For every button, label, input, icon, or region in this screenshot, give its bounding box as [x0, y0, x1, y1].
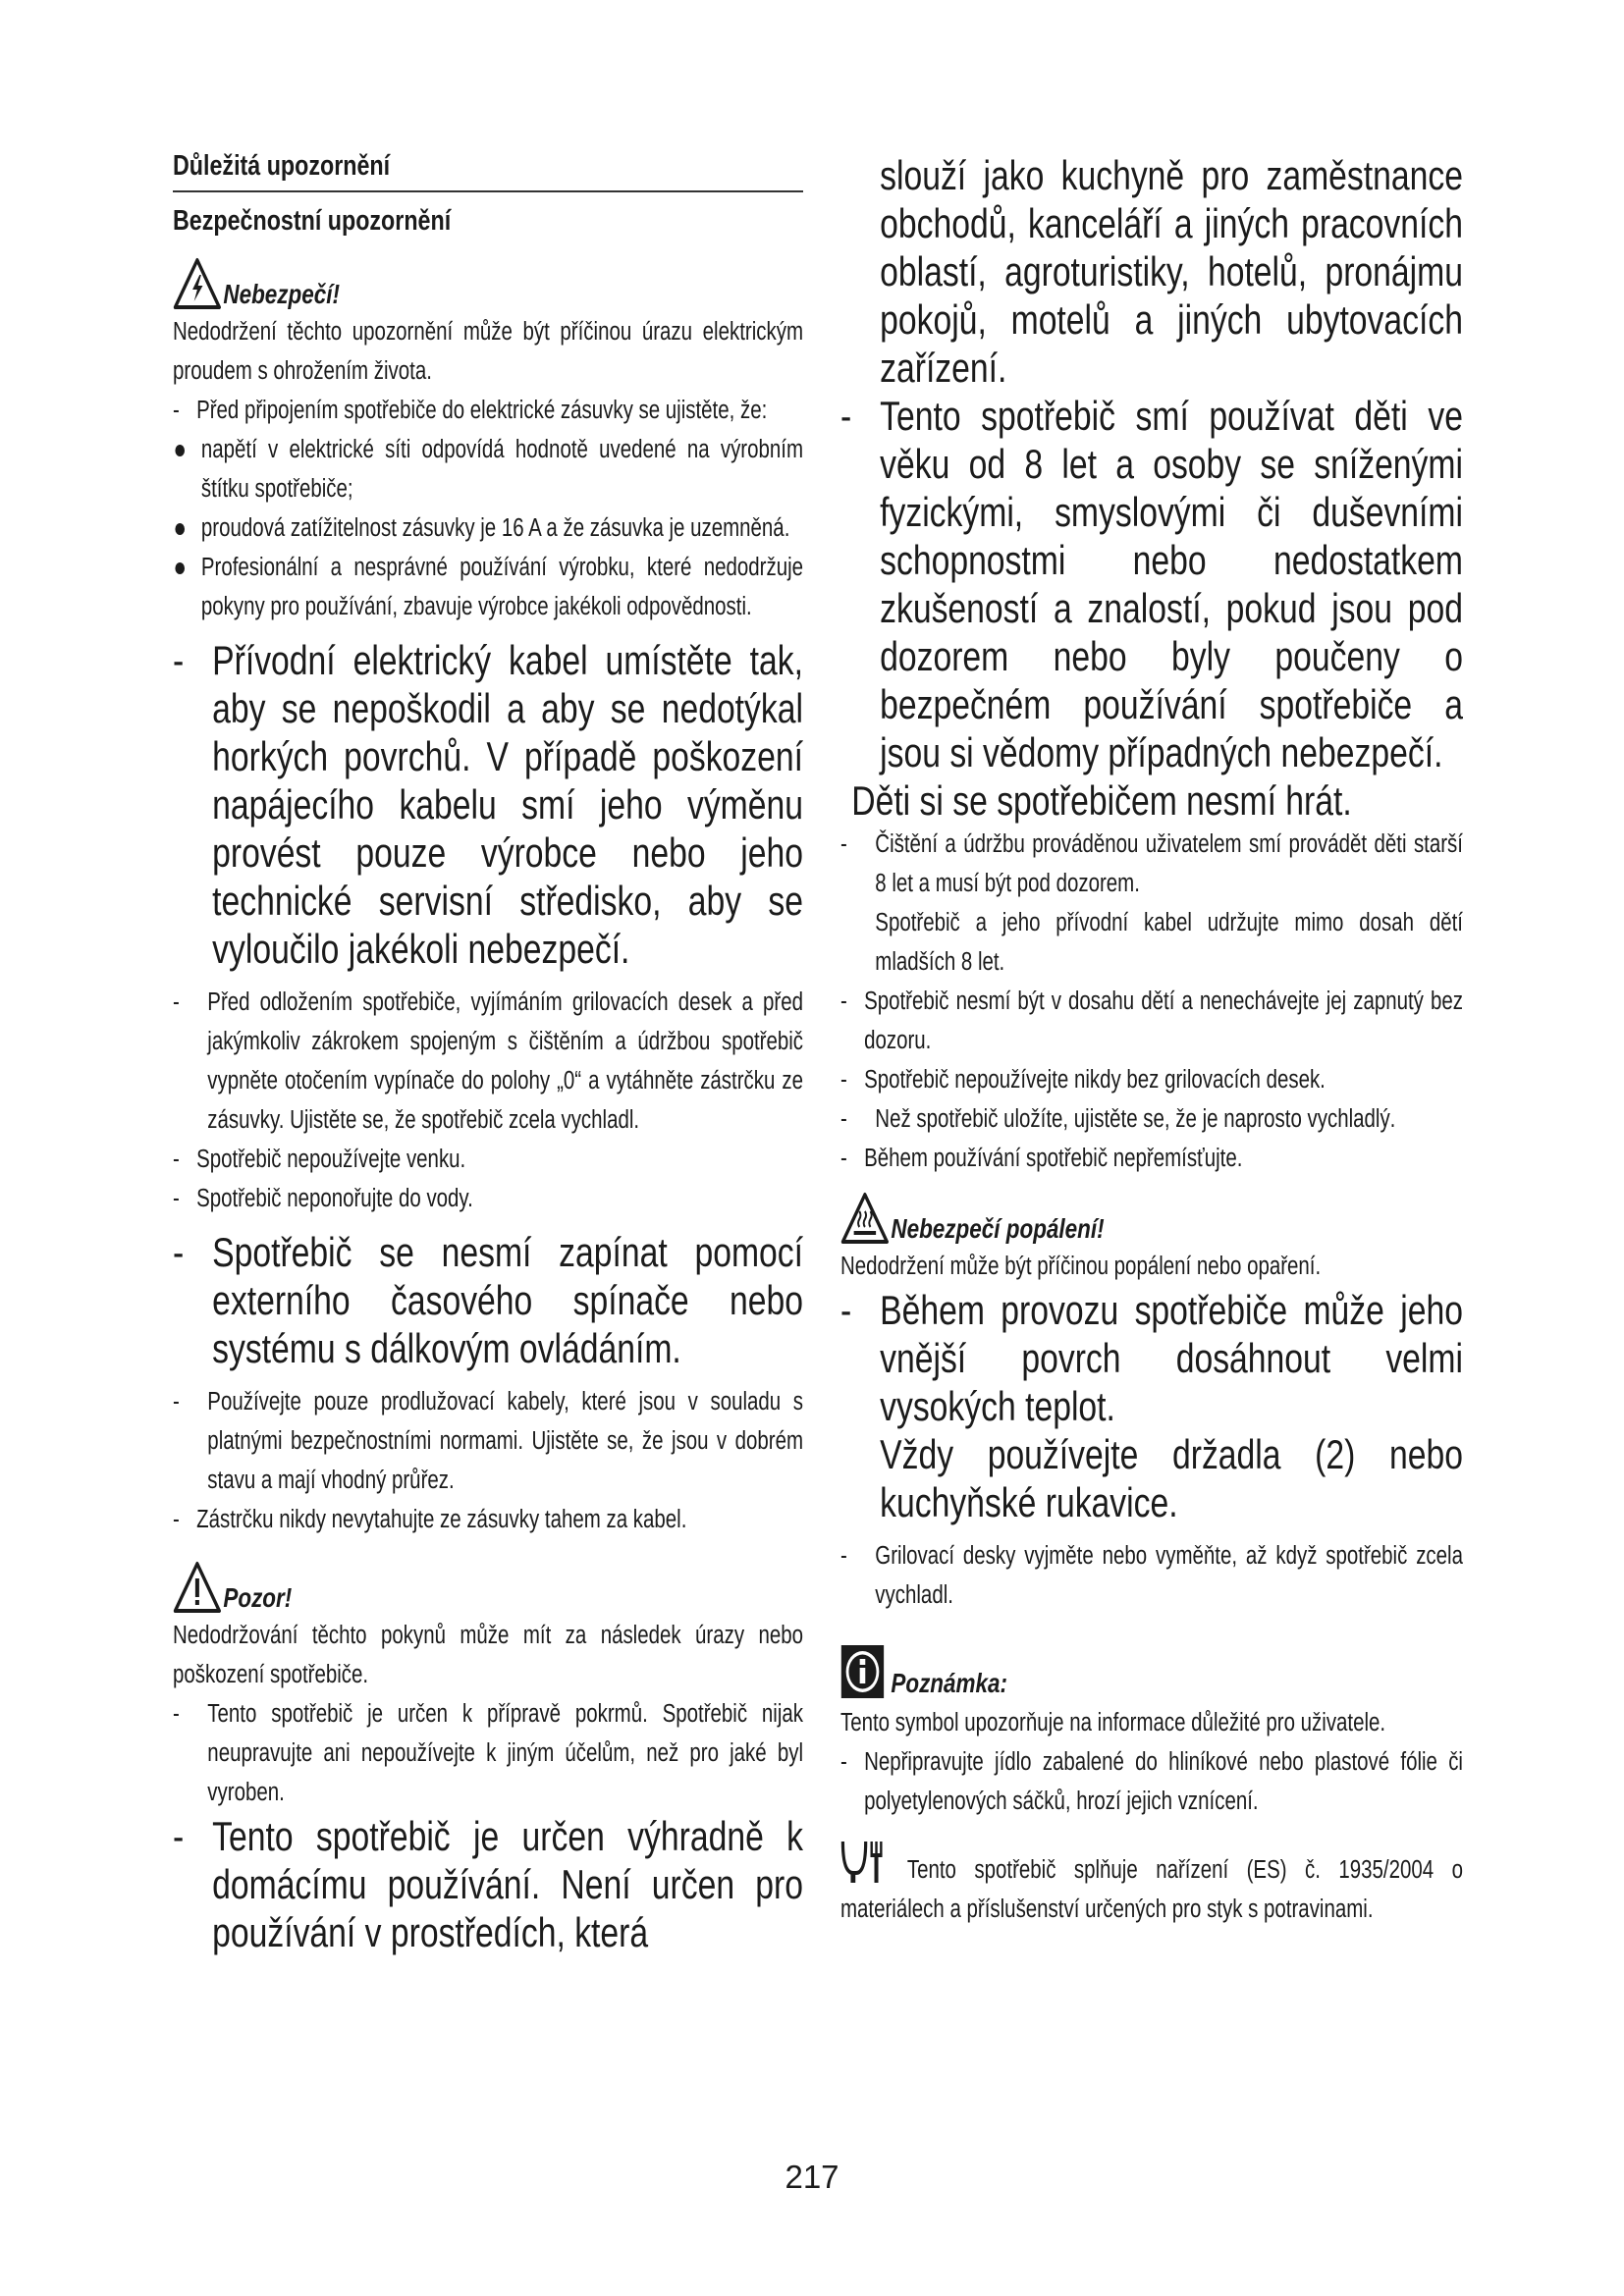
timer-warning-text: Spotřebič se nesmí zapínat pomocí externího časového spínače nebo systému s dálkovým ovládáním.	[212, 1229, 803, 1371]
right-column-content	[840, 151, 1463, 1929]
list-item	[840, 825, 1463, 903]
note-heading	[840, 1642, 1463, 1699]
hot-surface-icon	[840, 1192, 890, 1245]
bullet-text: proudová zatížitelnost zásuvky je 16 A a že zásuvka je uzemněná.	[200, 514, 790, 542]
dash-marker: -	[840, 1066, 847, 1094]
list-item-text: Spotřebič neponořujte do vody.	[196, 1185, 473, 1212]
list-item	[840, 1060, 1463, 1099]
domestic-use-continued-text: slouží jako kuchyně pro zaměstnance obchodů, kanceláří a jiných pracovních oblastí, agroturistiky, hotelů, pronájmu pokojů, motelů a jiných ubytovacích zařízení.	[880, 152, 1463, 391]
dash-marker: -	[173, 397, 180, 424]
section-subtitle: Bezpečnostní upozornění	[173, 205, 452, 237]
dash-marker: -	[840, 1145, 847, 1172]
food-contact-icon	[840, 1839, 883, 1884]
list-item-text: Spotřebič nesmí být v dosahu dětí a nenechávejte jej zapnutý bez dozoru.	[864, 988, 1463, 1054]
danger-heading	[173, 253, 803, 310]
list-item	[840, 1536, 1463, 1615]
list-item	[840, 982, 1463, 1060]
burn-heading	[840, 1188, 1463, 1245]
list-item-text: Zástrčku nikdy nevytahujte ze zásuvky tahem za kabel.	[196, 1506, 687, 1533]
info-icon	[840, 1644, 885, 1699]
caution-label: Pozor!	[223, 1582, 293, 1613]
dash-marker: -	[173, 1813, 185, 1859]
warning-triangle-icon	[173, 1561, 222, 1614]
food-contact-text: Tento spotřebič splňuje nařízení (ES) č. 1935/2004 o materiálech a příslušenství určených pro styk s potravinami.	[840, 1856, 1463, 1923]
domestic-use-text: Tento spotřebič je určen výhradně k domácímu používání. Není určen pro používání v prostředích, která	[212, 1813, 803, 1955]
dash-marker: -	[840, 830, 847, 858]
dash-marker: -	[173, 1229, 185, 1275]
electric-hazard-icon	[173, 257, 222, 310]
list-item-text: Během používání spotřebič nepřemísťujte.	[864, 1145, 1243, 1172]
bullet-marker	[173, 508, 201, 548]
list-item-text: Před odložením spotřebiče, vyjímáním grilovacích desek a před jakýmkoliv zákrokem spojeným s čištěním a údržbou spotřebič vypněte otočením vypínače do polohy „0“ a vytáhněte zástrčku ze zásuvky. Ujistěte se, že spotřebič zcela vychladl.	[207, 988, 803, 1134]
dash-marker: -	[840, 1287, 852, 1333]
list-item-text: Než spotřebič uložíte, ujistěte se, že je naprosto vychladlý.	[875, 1105, 1396, 1133]
dash-marker: -	[173, 1388, 180, 1415]
dash-marker: -	[840, 1105, 847, 1133]
list-item-text: Používejte pouze prodlužovací kabely, které jsou v souladu s platnými bezpečnostními normami. Ujistěte se, že jsou v dobrém stavu a mají vhodný průřez.	[207, 1388, 803, 1494]
list-item	[173, 1179, 803, 1218]
bullet-marker	[173, 430, 201, 508]
dash-marker: -	[840, 1542, 847, 1570]
list-item	[173, 983, 803, 1140]
list-item	[173, 1500, 803, 1539]
section-title: Důležitá upozornění	[173, 147, 803, 192]
keep-away-text: Spotřebič a jeho přívodní kabel udržujte mimo dosah dětí mladších 8 let.	[875, 909, 1463, 976]
list-item	[840, 1139, 1463, 1178]
hot-surface-warning	[840, 1286, 1463, 1430]
danger-label: Nebezpečí!	[223, 279, 340, 309]
list-item	[173, 1382, 803, 1500]
timer-warning	[173, 1228, 803, 1372]
dash-marker: -	[840, 988, 847, 1015]
dash-marker: -	[840, 393, 852, 439]
list-item-text: Spotřebič nepoužívejte nikdy bez grilovacích desek.	[864, 1066, 1326, 1094]
caution-intro: Nedodržování těchto pokynů může mít za následek úrazy nebo poškození spotřebiče.	[173, 1622, 803, 1688]
list-item-text: Grilovací desky vyjměte nebo vyměňte, až když spotřebič zcela vychladl.	[875, 1542, 1463, 1609]
domestic-use-continued	[840, 151, 1463, 392]
page-number: 217	[785, 2159, 839, 2195]
right-column	[840, 151, 1463, 1929]
caution-heading	[173, 1557, 803, 1614]
note-label: Poznámka:	[891, 1668, 1007, 1698]
burn-intro: Nedodržení může být příčinou popálení nebo opaření.	[840, 1253, 1322, 1280]
dash-marker: -	[173, 988, 180, 1016]
children-warning-text: Tento spotřebič smí používat děti ve věku od 8 let a osoby se sníženými fyzickými, smyslovými či duševními schopnostmi nebo nedostatkem zkušeností a znalostí, pokud jsou pod dozorem nebo byly poučeny o bezpečném používání spotřebiče a jsou si vědomy případných nebezpečí.	[880, 393, 1463, 775]
bullet-marker	[173, 548, 201, 626]
bullet-item	[173, 430, 803, 508]
list-item	[173, 391, 803, 430]
list-item	[173, 1140, 803, 1179]
list-item-text: Před připojením spotřebiče do elektrické zásuvky se ujistěte, že:	[196, 397, 768, 424]
list-item-text: Spotřebič nepoužívejte venku.	[196, 1146, 466, 1173]
list-item-text: Nepřipravujte jídlo zabalené do hliníkové nebo plastové fólie či polyetylenových sáčků, hrozí jejich vznícení.	[864, 1748, 1463, 1815]
dash-marker: -	[173, 1506, 180, 1533]
dash-marker: -	[173, 1146, 180, 1173]
dash-marker: -	[173, 637, 185, 683]
food-contact-note	[840, 1839, 1463, 1929]
dash-marker: -	[173, 1185, 180, 1212]
children-warning	[840, 392, 1463, 776]
domestic-use-warning	[173, 1812, 803, 1956]
danger-intro: Nedodržení těchto upozornění může být příčinou úrazu elektrickým proudem s ohrožením života.	[173, 318, 803, 385]
hot-surface-text: Během provozu spotřebiče může jeho vnější povrch dosáhnout velmi vysokých teplot.	[880, 1287, 1463, 1429]
handles-warning: Vždy používejte držadla (2) nebo kuchyňské rukavice.	[880, 1431, 1463, 1525]
list-item-text: Čištění a údržbu prováděnou uživatelem smí provádět děti starší 8 let a musí být pod dozorem.	[875, 830, 1463, 897]
list-item-text: Tento spotřebič je určen k přípravě pokrmů. Spotřebič nijak neupravujte ani nepoužívejte k jiným účelům, než pro jaké byl vyroben.	[207, 1700, 803, 1806]
cable-warning	[173, 636, 803, 973]
left-column-content	[173, 147, 803, 1956]
no-play-warning: Děti si se spotřebičem nesmí hrát.	[851, 777, 1352, 824]
list-item	[173, 1694, 803, 1812]
bullet-text: napětí v elektrické síti odpovídá hodnotě uvedené na výrobním štítku spotřebiče;	[200, 436, 803, 503]
note-intro: Tento symbol upozorňuje na informace důležité pro uživatele.	[840, 1709, 1386, 1736]
dash-marker: -	[173, 1700, 180, 1728]
bullet-item	[173, 508, 803, 548]
list-item	[840, 1742, 1463, 1821]
bullet-item	[173, 548, 803, 626]
cable-warning-text: Přívodní elektrický kabel umístěte tak, aby se nepoškodil a aby se nedotýkal horkých povrchů. V případě poškození napájecího kabelu smí jeho výměnu provést pouze výrobce nebo jeho technické servisní středisko, aby se vyloučilo jakékoli nebezpečí.	[212, 637, 803, 972]
bullet-text: Profesionální a nesprávné používání výrobku, které nedodržuje pokyny pro používání, zbavuje výrobce jakékoli odpovědnosti.	[200, 554, 803, 620]
left-column	[173, 147, 803, 1956]
burn-label: Nebezpečí popálení!	[891, 1213, 1105, 1244]
dash-marker: -	[840, 1748, 847, 1776]
list-item	[840, 1099, 1463, 1139]
